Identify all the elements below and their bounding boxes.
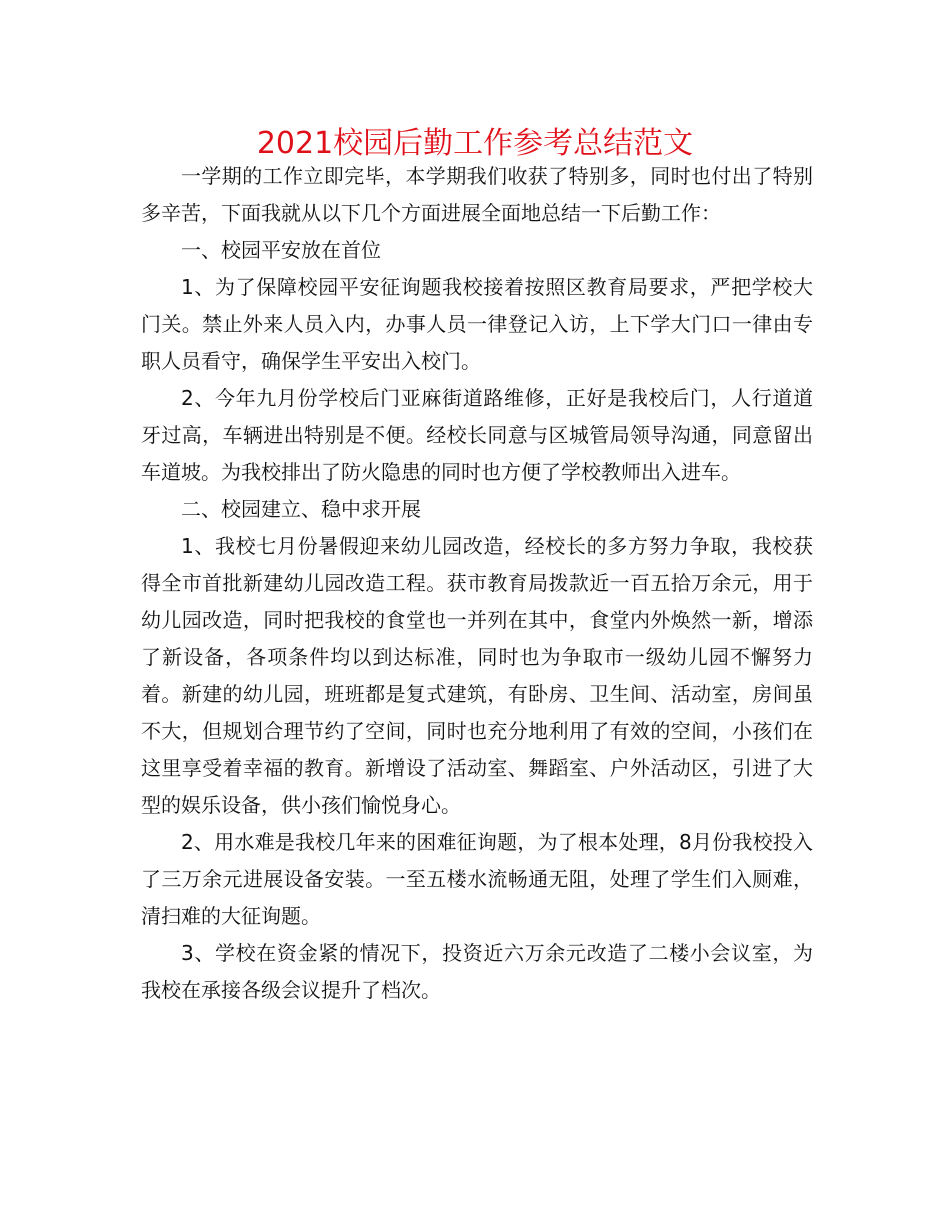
construction-item-2: 2、用水难是我校几年来的困难征询题，为了根本处理，8月份我校投入了三万余元进展设备安装。一至五楼水流畅通无阻，处理了学生们入厕难，清扫难的大征询题。: [141, 830, 813, 928]
safety-item-1: 1、为了保障校园平安征询题我校接着按照区教育局要求，严把学校大门关。禁止外来人员入内，办事人员一律登记入访，上下学大门口一律由专职人员看守，确保学生平安出入校门。: [141, 275, 813, 373]
construction-item-1: 1、我校七月份暑假迎来幼儿园改造，经校长的多方努力争取，我校获得全市首批新建幼儿园改造工程。获市教育局拨款近一百五拾万余元，用于幼儿园改造，同时把我校的食堂也一并列在其中，食堂内外焕然一新，增添了新设备，各项条件均以到达标准，同时也为争取市一级幼儿园不懈努力着。新建的幼儿园，班班都是复式建筑，有卧房、卫生间、活动室，房间虽不大，但规划合理节约了空间，同时也充分地利用了有效的空间，小孩们在这里享受着幸福的教育。新增设了活动室、舞蹈室、户外活动区，引进了大型的娱乐设备，供小孩们愉悦身心。: [141, 534, 813, 817]
safety-item-2: 2、今年九月份学校后门亚麻街道路维修，正好是我校后门，人行道道牙过高，车辆进出特别是不便。经校长同意与区城管局领导沟通，同意留出车道坡。为我校排出了防火隐患的同时也方便了学校教师出入进车。: [141, 386, 813, 484]
document-body: [141, 158, 813, 1009]
document-title: 2021校园后勤工作参考总结范文: [256, 126, 694, 161]
intro-paragraph: 一学期的工作立即完毕，本学期我们收获了特别多，同时也付出了特别多辛苦，下面我就从以下几个方面进展全面地总结一下后勤工作：: [141, 164, 813, 225]
construction-item-3: 3、学校在资金紧的情况下，投资近六万余元改造了二楼小会议室，为我校在承接各级会议提升了档次。: [141, 941, 813, 1002]
section-heading-construction: 二、校园建立、稳中求开展: [181, 497, 421, 521]
section-heading-safety: 一、校园平安放在首位: [181, 238, 381, 262]
